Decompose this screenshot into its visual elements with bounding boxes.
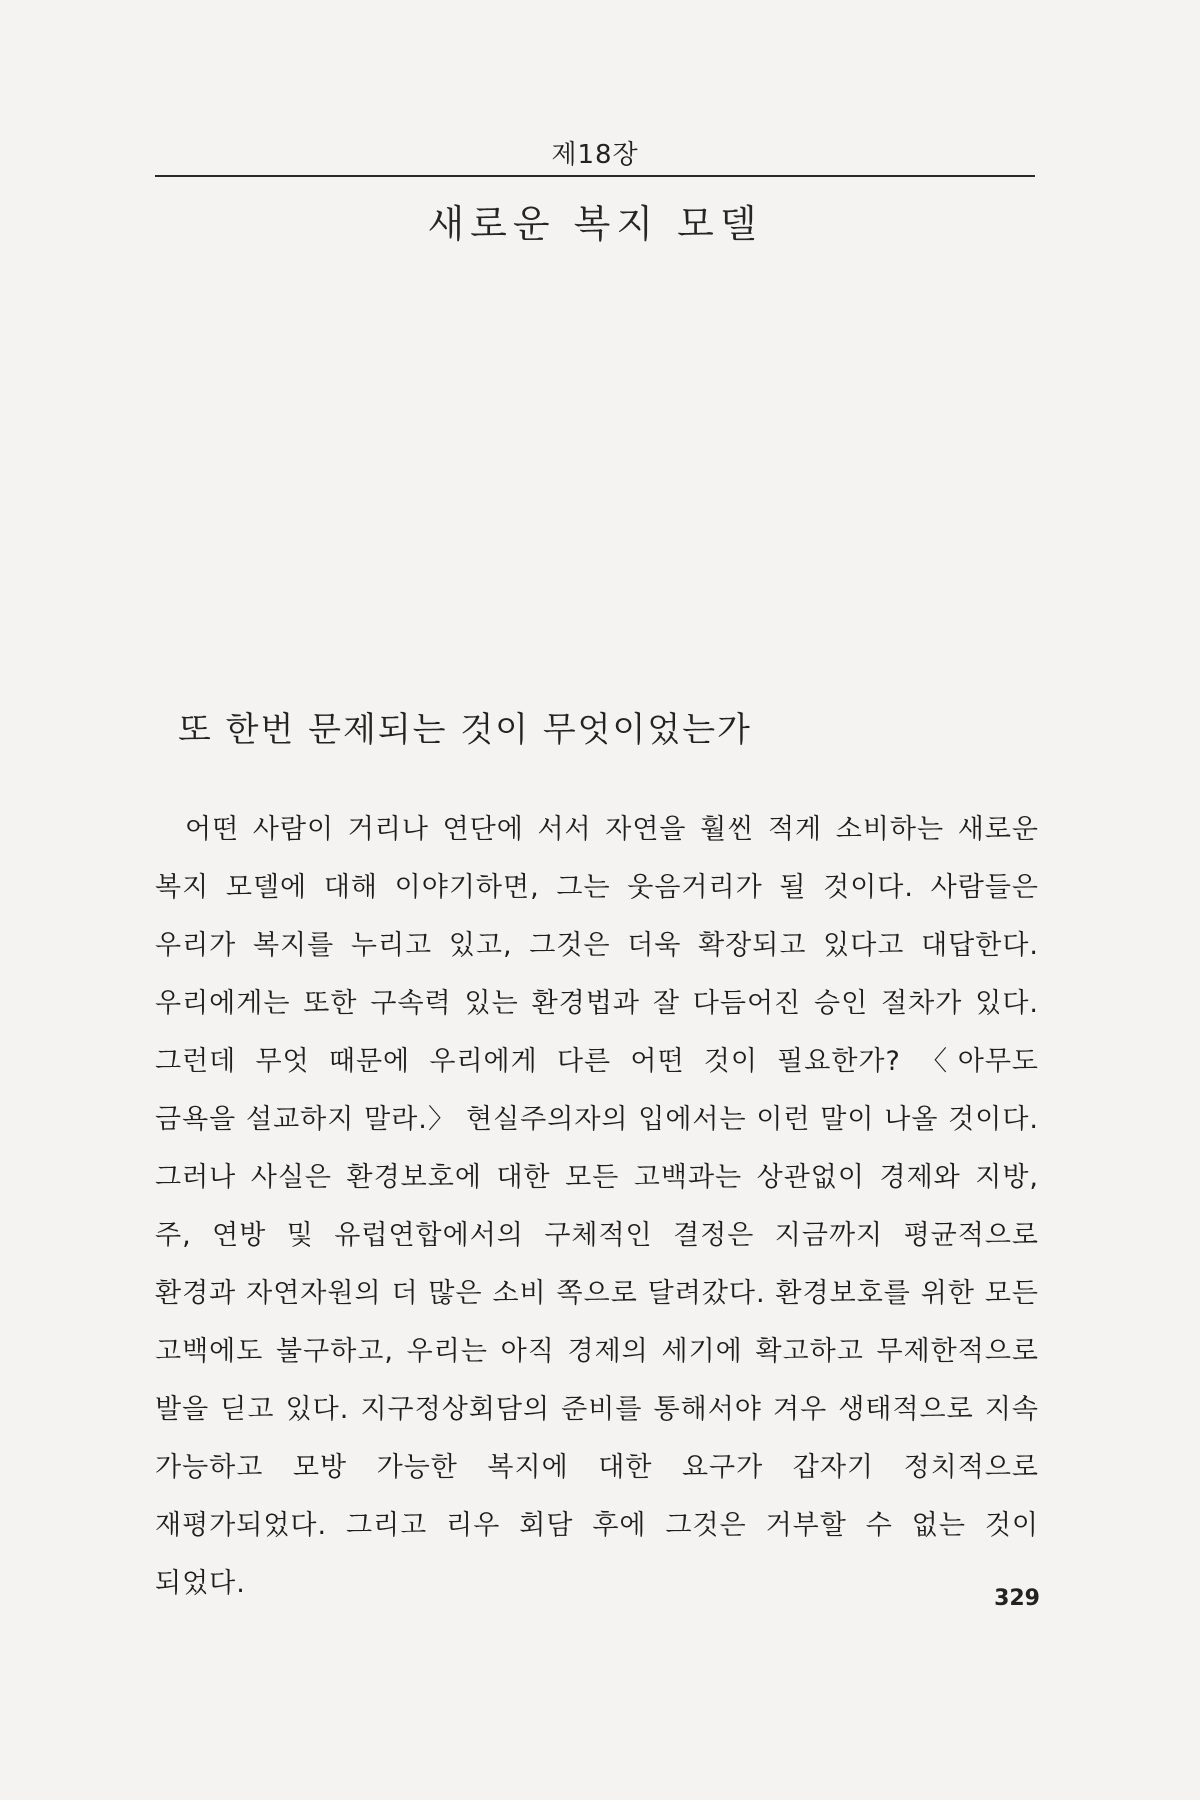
- chapter-title: 새로운 복지 모델: [427, 202, 763, 246]
- section-heading: 또 한번 문제되는 것이 무엇이었는가: [178, 710, 752, 750]
- chapter-label: 제18장: [551, 140, 639, 170]
- body-paragraph: 어떤 사람이 거리나 연단에 서서 자연을 훨씬 적게 소비하는 새로운 복지 모델에 대해 이야기하면, 그는 웃음거리가 될 것이다. 사람들은 우리가 복지를 누리고 있고, 그것은 더욱 확장되고 있다고 대답한다. 우리에게는 또한 구속력 있는 환경법과 잘 다듬어진 승인 절차가 있다. 그런데 무엇 때문에 우리에게 다른 어떤 것이 필요한가? 〈아무도 금욕을 설교하지 말라.〉 현실주의자의 입에서는 이런 말이 나올 것이다. 그러나 사실은 환경보호에 대한 모든 고백과는 상관없이 경제와 지방, 주, 연방 및 유럽연합에서의 구체적인 결정은 지금까지 평균적으로 환경과 자연자원의 더 많은 소비 쪽으로 달려갔다. 환경보호를 위한 모든 고백에도 불구하고, 우리는 아직 경제의 세기에 확고하고 무제한적으로 발을 딛고 있다. 지구정상회담의 준비를 통해서야 겨우 생태적으로 지속 가능하고 모방 가능한 복지에 대한 요구가 갑자기 정치적으로 재평가되었다. 그리고 리우 회담 후에 그것은 거부할 수 없는 것이 되었다.: [155, 814, 1039, 1599]
- chapter-divider: [155, 175, 1035, 177]
- page-number: 329: [994, 1586, 1040, 1611]
